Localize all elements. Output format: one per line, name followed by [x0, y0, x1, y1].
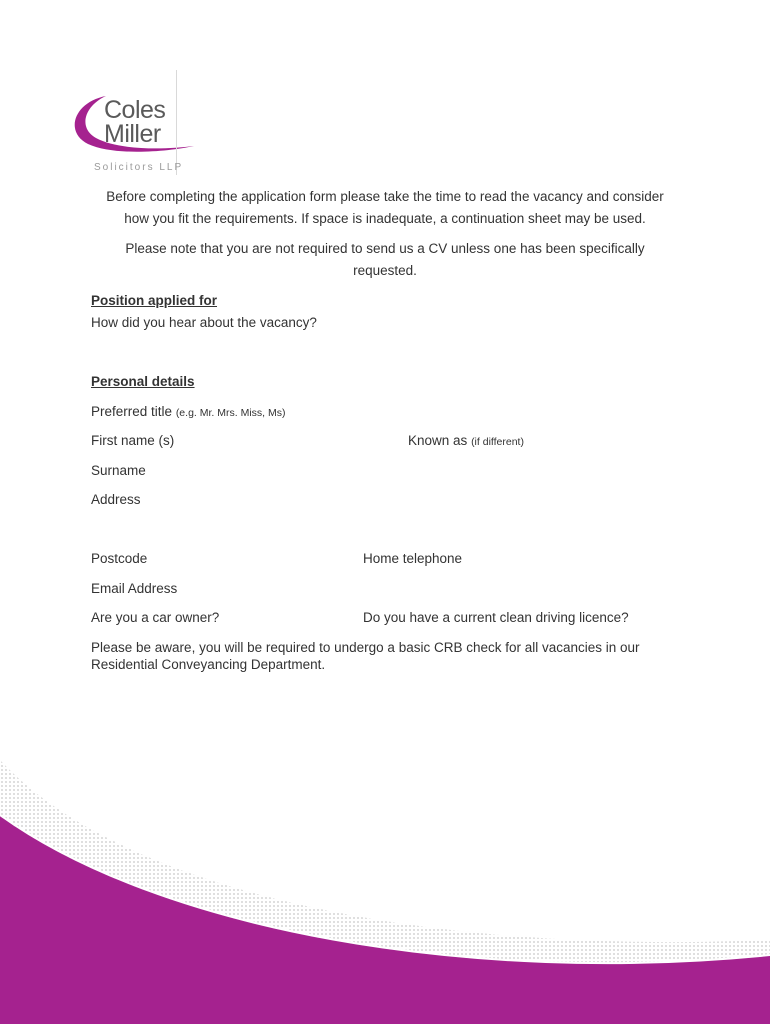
- company-logo: [66, 70, 206, 178]
- position-heading: Position applied for: [91, 293, 218, 308]
- cv-note-line-2: requested.: [353, 263, 417, 278]
- crb-line-1: Please be aware, you will be required to undergo a basic CRB check for all vacancies in our: [91, 640, 640, 655]
- cv-note-line-1: Please note that you are not required to send us a CV unless one has been specifically: [125, 241, 645, 256]
- address-label: Address: [91, 492, 141, 507]
- logo-text-coles: Coles: [104, 96, 166, 124]
- known-as-field: [408, 433, 524, 448]
- known-as-label: Known as: [408, 433, 468, 448]
- home-telephone-label: Home telephone: [363, 551, 463, 566]
- intro-line-2: how you fit the requirements. If space is inadequate, a continuation sheet may be used.: [124, 211, 646, 226]
- personal-details-heading: Personal details: [91, 374, 195, 389]
- footer-swoosh-decoration: [0, 740, 770, 1024]
- crb-line-2: Residential Conveyancing Department.: [91, 657, 326, 672]
- email-address-label: Email Address: [91, 581, 178, 596]
- surname-label: Surname: [91, 463, 146, 478]
- postcode-label: Postcode: [91, 551, 148, 566]
- intro-line-1: Before completing the application form please take the time to read the vacancy and consider: [106, 189, 664, 204]
- hear-about-label: How did you hear about the vacancy?: [91, 315, 317, 330]
- preferred-title-hint: (e.g. Mr. Mrs. Miss, Ms): [175, 407, 286, 419]
- cv-note-paragraph: [80, 238, 690, 282]
- driving-licence-label: Do you have a current clean driving licence?: [363, 610, 629, 625]
- first-name-label: First name (s): [91, 433, 175, 448]
- known-as-hint: (if different): [471, 436, 524, 448]
- preferred-title-field: [91, 404, 285, 419]
- car-owner-label: Are you a car owner?: [91, 610, 220, 625]
- logo-divider: [176, 70, 177, 175]
- preferred-title-label: Preferred title: [91, 404, 173, 419]
- logo-subtitle: Solicitors LLP: [94, 162, 184, 173]
- intro-paragraph: [80, 186, 690, 230]
- logo-text-miller: Miller: [104, 120, 161, 148]
- crb-notice: [91, 639, 640, 673]
